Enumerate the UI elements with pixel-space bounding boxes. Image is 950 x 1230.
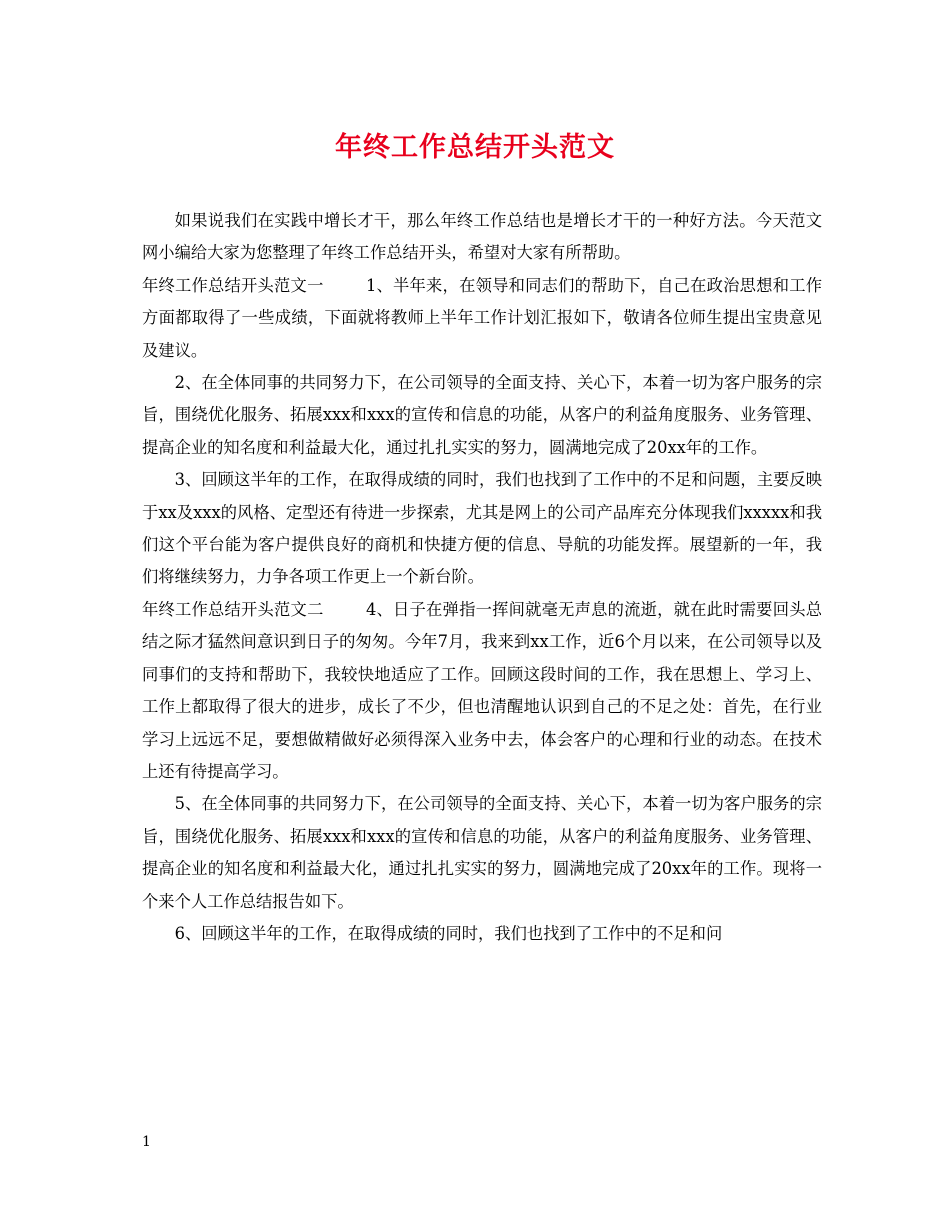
paragraph-5: 5、在全体同事的共同努力下，在公司领导的全面支持、关心下，本着一切为客户服务的宗旨，围绕优化服务、拓展xxx和xxx的宣传和信息的功能，从客户的利益角度服务、业务管理、提高企业的知名度和利益最大化，通过扎扎实实的努力，圆满地完成了20xx年的工作。现将一个来个人工作总结报告如下。 bbox=[142, 794, 822, 911]
document-body bbox=[142, 205, 822, 950]
page-number: 1 bbox=[142, 1134, 151, 1150]
paragraph-6: 6、回顾这半年的工作，在取得成绩的同时，我们也找到了工作中的不足和问 bbox=[174, 923, 723, 943]
section-one-text: 1、半年来，在领导和同志们的帮助下，自己在政治思想和工作方面都取得了一些成绩，下面就将教师上半年工作计划汇报如下，敬请各位师生提出宝贵意见及建议。 bbox=[142, 275, 822, 360]
intro-paragraph: 如果说我们在实践中增长才干，那么年终工作总结也是增长才干的一种好方法。今天范文网小编给大家为您整理了年终工作总结开头，希望对大家有所帮助。 bbox=[142, 211, 822, 263]
section-two-text: 4、日子在弹指一挥间就毫无声息的流逝，就在此时需要回头总结之际才猛然间意识到日子的匆匆。今年7月，我来到xx工作，近6个月以来，在公司领导以及同事们的支持和帮助下，我较快地适应了工作。回顾这段时间的工作，我在思想上、学习上、工作上都取得了很大的进步，成长了不少，但也清醒地认识到自己的不足之处：首先，在行业学习上远远不足，要想做精做好必须得深入业务中去，体会客户的心理和行业的动态。在技术上还有待提高学习。 bbox=[142, 599, 822, 781]
section-one-heading: 年终工作总结开头范文一 bbox=[142, 275, 324, 295]
section-two-heading: 年终工作总结开头范文二 bbox=[142, 599, 324, 619]
paragraph-2: 2、在全体同事的共同努力下，在公司领导的全面支持、关心下，本着一切为客户服务的宗旨，围绕优化服务、拓展xxx和xxx的宣传和信息的功能，从客户的利益角度服务、业务管理、提高企业的知名度和利益最大化，通过扎扎实实的努力，圆满地完成了20xx年的工作。 bbox=[142, 373, 822, 457]
section-one-paragraph bbox=[142, 270, 822, 367]
section-two-paragraph bbox=[142, 594, 822, 788]
paragraph-3: 3、回顾这半年的工作，在取得成绩的同时，我们也找到了工作中的不足和问题，主要反映于xx及xxx的风格、定型还有待进一步探索，尤其是网上的公司产品库充分体现我们xxxxx和我们这个平台能为客户提供良好的商机和快捷方便的信息、导航的功能发挥。展望新的一年，我们将继续努力，力争各项工作更上一个新台阶。 bbox=[142, 470, 822, 587]
document-title: 年终工作总结开头范文 bbox=[335, 132, 615, 163]
